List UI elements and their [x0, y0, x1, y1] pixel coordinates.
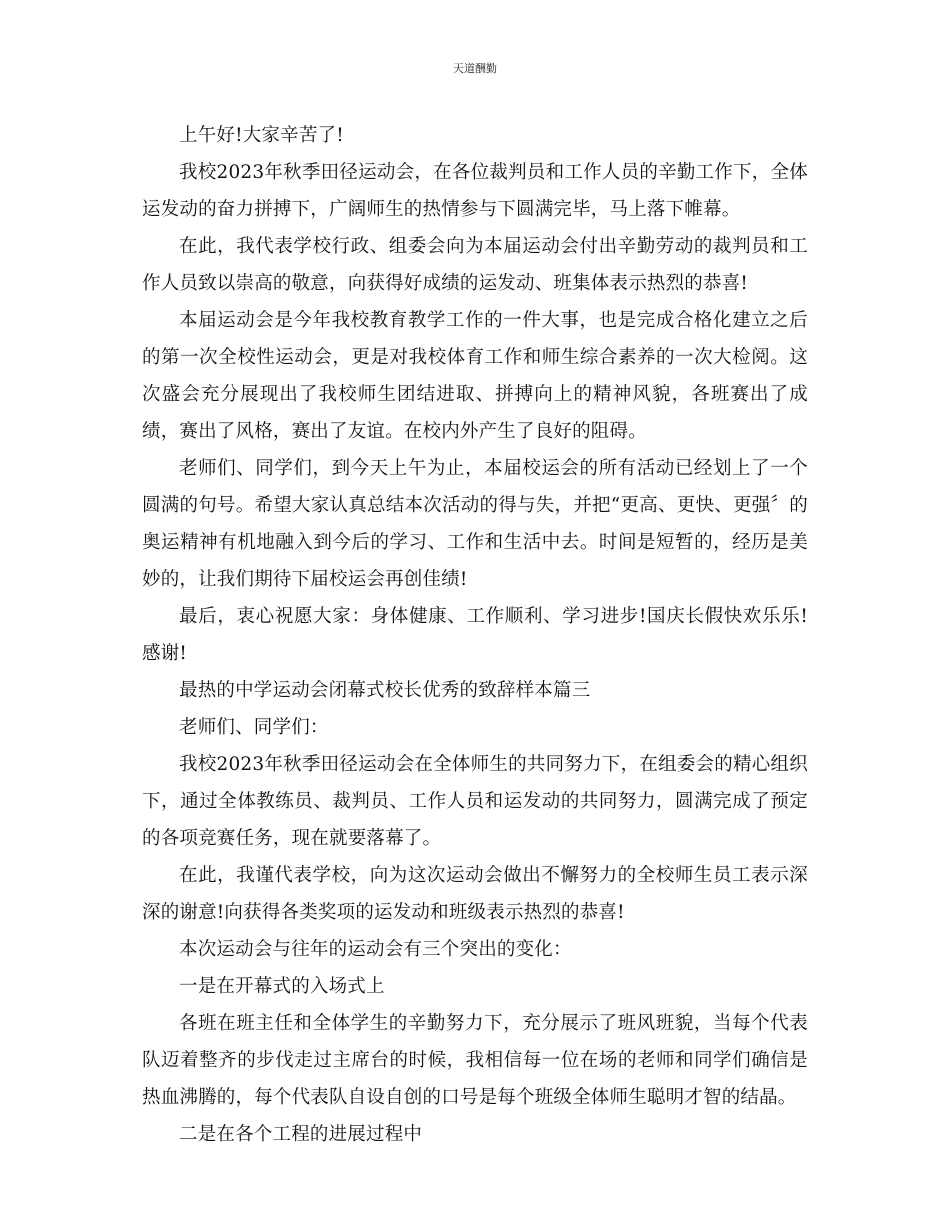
paragraph: 在此，我代表学校行政、组委会向为本届运动会付出辛勤劳动的裁判员和工作人员致以崇高的敬意，向获得好成绩的运发动、班集体表示热烈的恭喜! [142, 236, 808, 294]
section-title: 最热的中学运动会闭幕式校长优秀的致辞样本篇三 [179, 680, 591, 701]
page-header: 天道酬勤 [453, 62, 497, 75]
paragraph: 我校2023年秋季田径运动会，在各位裁判员和工作人员的辛勤工作下，全体运发动的奋力拼搏下，广阔师生的热情参与下圆满完毕，马上落下帷幕。 [142, 162, 808, 220]
paragraph: 我校2023年秋季田径运动会在全体师生的共同努力下，在组委会的精心组织下，通过全体教练员、裁判员、工作人员和运发动的共同努力，圆满完成了预定的各项竞赛任务，现在就要落幕了。 [142, 754, 808, 849]
paragraph: 老师们、同学们，到今天上午为止，本届校运会的所有活动已经划上了一个圆满的句号。希望大家认真总结本次活动的得与失，并把“更高、更快、更强〞的奥运精神有机地融入到今后的学习、工作和生活中去。时间是短暂的，经历是美妙的，让我们期待下届校运会再创佳绩! [142, 458, 808, 590]
paragraph: 本届运动会是今年我校教育教学工作的一件大事，也是完成合格化建立之后的第一次全校性运动会，更是对我校体育工作和师生综合素养的一次大检阅。这次盛会充分展现出了我校师生团结进取、拼搏向上的精神风貌，各班赛出了成绩，赛出了风格，赛出了友谊。在校内外产生了良好的阻碍。 [142, 310, 808, 442]
paragraph: 在此，我谨代表学校，向为这次运动会做出不懈努力的全校师生员工表示深深的谢意!向获得各类奖项的运发动和班级表示热烈的恭喜! [142, 865, 808, 923]
document-body [142, 117, 808, 1153]
paragraph-greeting: 上午好!大家辛苦了! [179, 125, 344, 146]
paragraph: 最后，衷心祝愿大家：身体健康、工作顺利、学习进步!国庆长假快欢乐乐!感谢! [142, 606, 808, 664]
paragraph: 二是在各个工程的进展过程中 [179, 1124, 423, 1145]
paragraph-salutation: 老师们、同学们： [179, 717, 329, 738]
paragraph: 一是在开幕式的入场式上 [179, 976, 385, 997]
paragraph: 本次运动会与往年的运动会有三个突出的变化： [179, 939, 572, 960]
paragraph: 各班在班主任和全体学生的辛勤努力下，充分展示了班风班貌，当每个代表队迈着整齐的步伐走过主席台的时候，我相信每一位在场的老师和同学们确信是热血沸腾的，每个代表队自设自创的口号是每个班级全体师生聪明才智的结晶。 [142, 1013, 808, 1108]
